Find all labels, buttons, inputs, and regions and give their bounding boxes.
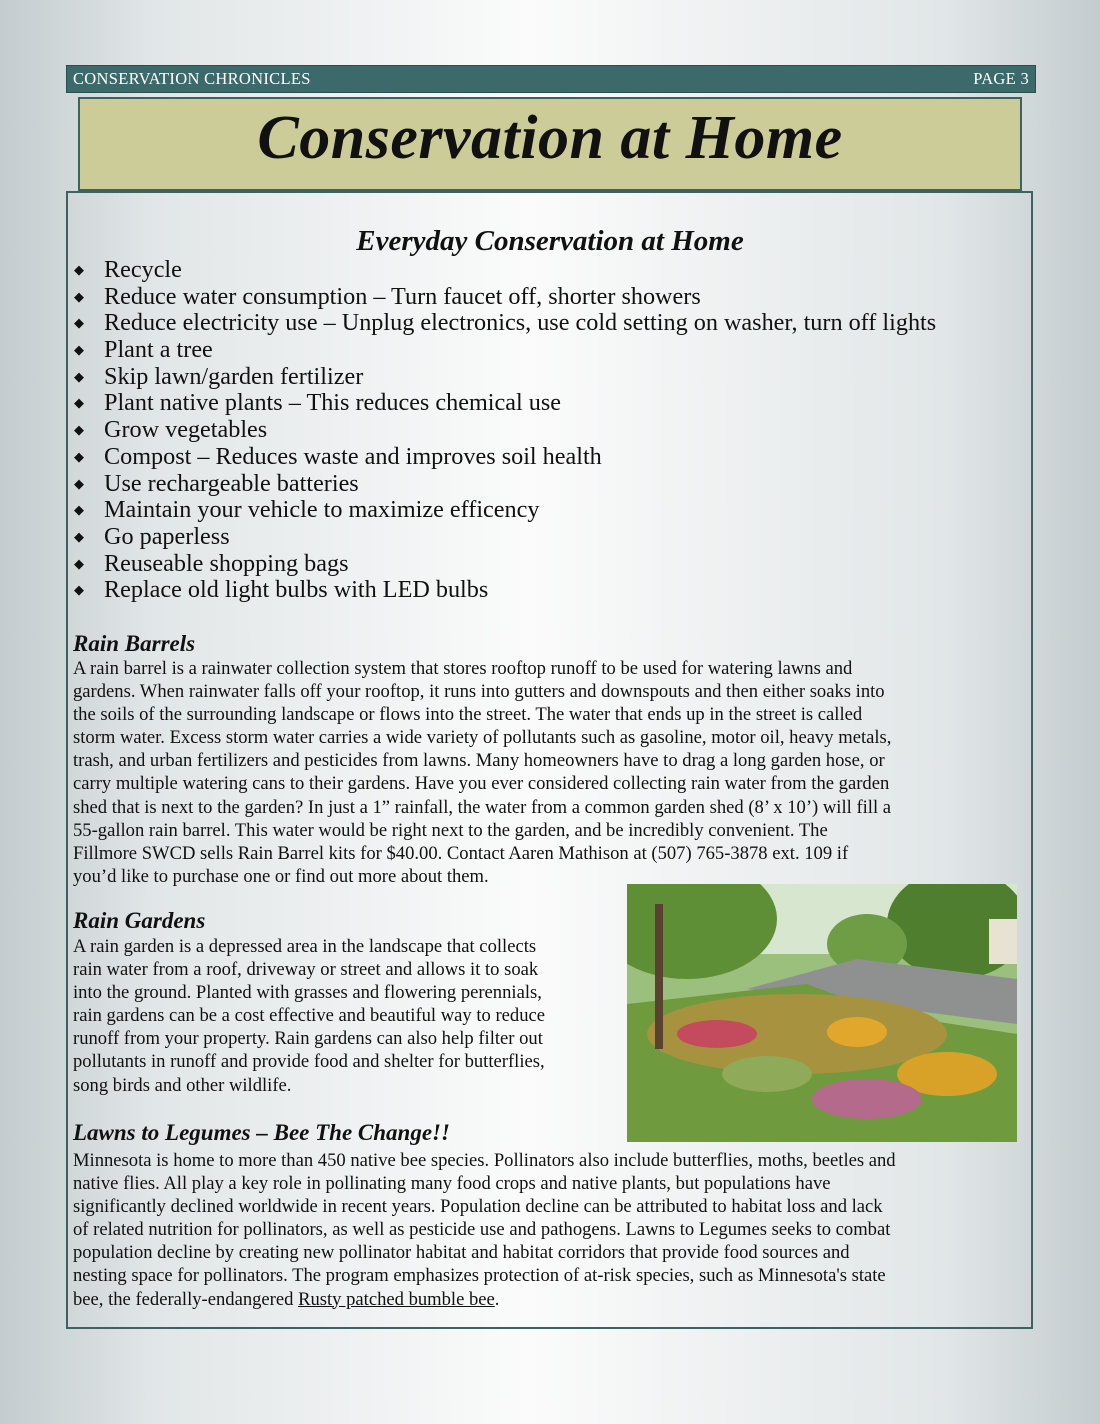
conservation-tips-list [74,257,936,604]
list-item: ◆ Reduce electricity use – Unplug electronics, use cold setting on washer, turn off lights [74,309,937,337]
list-item: ◆ Use rechargeable batteries [74,469,359,497]
diamond-bullet-icon: ◆ [74,422,84,438]
diamond-bullet-icon: ◆ [74,475,84,491]
rain-garden-photo [627,884,1017,1142]
diamond-bullet-icon: ◆ [74,342,84,358]
everyday-heading: Everyday Conservation at Home [356,225,744,257]
list-item: ◆ Replace old light bulbs with LED bulbs [74,576,489,604]
rain-garden-illustration [627,884,1017,1142]
diamond-bullet-icon: ◆ [74,502,84,518]
list-item: ◆ Compost – Reduces waste and improves soil health [74,442,602,470]
list-item: ◆ Plant a tree [74,336,213,364]
list-item: ◆ Go paperless [74,522,230,550]
list-item: ◆ Skip lawn/garden fertilizer [74,362,364,390]
publication-name: CONSERVATION CHRONICLES [73,69,311,88]
rain-gardens-heading: Rain Gardens [73,908,206,933]
list-item: ◆ Reuseable shopping bags [74,549,349,577]
rusty-patched-bumble-bee-link[interactable]: Rusty patched bumble bee [298,1288,495,1310]
page-title: Conservation at Home [257,103,843,172]
diamond-bullet-icon: ◆ [74,448,84,464]
list-item: ◆ Recycle [74,256,182,283]
rain-barrels-paragraph: A rain barrel is a rainwater collection system that stores rooftop runoff to be used for watering lawns and gardens. When rainwater falls off your rooftop, it runs into gutters and downspouts and then either soaks into the soils of the surrounding landscape or flows into the street. The water that ends up in the street is called storm water. Excess storm water carries a wide variety of pollutants such as gasoline, motor oil, heavy metals, trash, and urban fertilizers and pesticides from lawns. Many homeowners have to drag a long garden hose, or carry multiple watering cans to their gardens. Have you ever considered collecting rain water from the garden shed that is next to the garden? In just a 1” rainfall, the water from a common garden shed (8’ x 10’) will fill a 55-gallon rain barrel. This water would be right next to the garden, and be incredibly convenient. The Fillmore SWCD sells Rain Barrel kits for $40.00. Contact Aaren Mathison at (507) 765-3878 ext. 109 if you’d like to purchase one or find out more about them. [73,658,892,887]
list-item: ◆ Reduce water consumption – Turn faucet off, shorter showers [74,282,701,310]
title-banner [78,97,1022,191]
diamond-bullet-icon: ◆ [74,528,84,544]
page-number: PAGE 3 [973,69,1029,88]
diamond-bullet-icon: ◆ [74,315,84,331]
diamond-bullet-icon: ◆ [74,262,84,277]
lawns-to-legumes-heading: Lawns to Legumes – Bee The Change!! [73,1120,450,1145]
list-item: ◆ Plant native plants – This reduces chemical use [74,389,561,417]
list-item: ◆ Maintain your vehicle to maximize efficency [74,496,540,524]
list-item: ◆ Grow vegetables [74,416,268,444]
rain-barrels-heading: Rain Barrels [73,631,196,656]
header-bar [66,65,1036,93]
diamond-bullet-icon: ◆ [74,368,84,384]
diamond-bullet-icon: ◆ [74,288,84,304]
diamond-bullet-icon: ◆ [74,395,84,411]
rain-gardens-paragraph: A rain garden is a depressed area in the landscape that collects rain water from a roof, driveway or street and allows it to soak into the ground. Planted with grasses and flowering perennials, rain gardens can be a cost effective and beautiful way to reduce runoff from your property. Rain gardens can also help filter out pollutants in runoff and provide food and shelter for butterflies, song birds and other wildlife. [73,936,546,1096]
diamond-bullet-icon: ◆ [74,582,84,598]
diamond-bullet-icon: ◆ [74,555,84,571]
lawns-to-legumes-paragraph: Minnesota is home to more than 450 native bee species. Pollinators also include butterflies, moths, beetles and native flies. All play a key role in pollinating many food crops and native plants, but populations have significantly declined worldwide in recent years. Population decline can be attributed to habitat loss and lack of related nutrition for pollinators, as well as pesticide use and pathogens. Lawns to Legumes seeks to combat population decline by creating new pollinator habitat and habitat corridors that provide food sources and nesting space for pollinators. The program emphasizes protection of at-risk species, such as Minnesota's state bee, the federally-endangered Rusty patched bumble bee. [73,1150,896,1310]
